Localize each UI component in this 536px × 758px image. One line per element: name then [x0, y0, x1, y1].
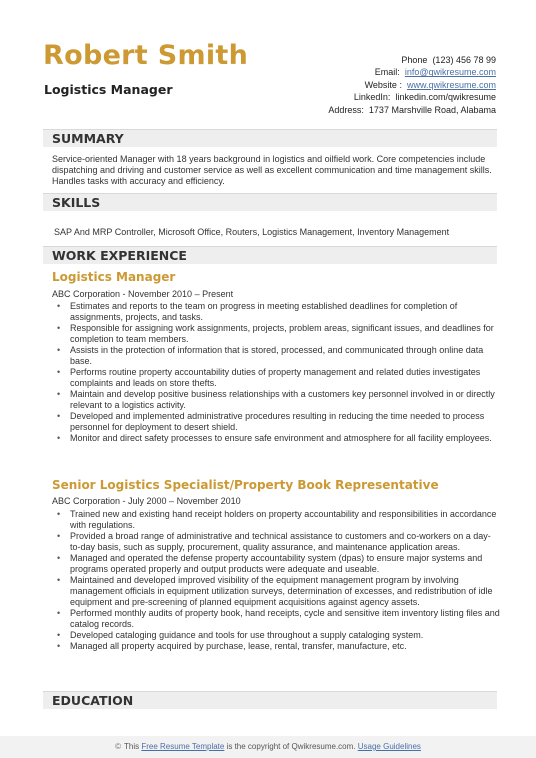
bullet-icon: •: [57, 389, 61, 399]
address-label: Address:: [328, 104, 364, 115]
job-bullet-list: [52, 301, 500, 444]
job-company-dates: ABC Corporation - November 2010 – Present: [52, 289, 234, 299]
contact-email-row: [328, 66, 496, 78]
list-item: • Assists in the protection of information that is stored, processed, and communicated through online data base.: [57, 345, 484, 366]
summary-text: Service-oriented Manager with 18 years background in logistics and oilfield work. Core competencies include dispatching and driving and customer service as well as excellent communication and time management skills. Handles tasks with accuracy and efficiency.: [52, 154, 492, 187]
contact-phone-row: [328, 54, 496, 66]
summary-heading: SUMMARY: [43, 129, 497, 147]
bullet-icon: •: [57, 641, 61, 651]
job-company-dates: ABC Corporation - July 2000 – November 2010: [52, 496, 241, 506]
list-item: • Developed and implemented administrative procedures resulting in reducing the time needed to process personnel for deployment to desert shield.: [57, 411, 485, 432]
usage-guidelines-link[interactable]: Usage Guidelines: [357, 742, 421, 751]
contact-address-row: [328, 104, 496, 116]
list-item: • Responsible for assigning work assignments, projects, problem areas, significant issues, and deadlines for completion to team members.: [57, 323, 494, 344]
bullet-icon: •: [57, 608, 61, 618]
footer-middle-text: is the copyright of Qwikresume.com.: [226, 742, 356, 751]
candidate-name: Robert Smith: [43, 40, 249, 71]
list-item: • Managed all property acquired by purchase, lease, rental, transfer, manufacture, etc.: [57, 641, 407, 651]
list-item: • Managed and operated the defense property accountability system (dpas) to ensure major systems and programs operated properly and output products were adequate and useable.: [57, 553, 483, 574]
list-item: • Performs routine property accountability duties of property management and related duties investigates complaints and leads on store thefts.: [57, 367, 481, 388]
contact-linkedin-row: [328, 91, 496, 103]
email-label: Email:: [374, 67, 400, 78]
bullet-icon: •: [57, 531, 61, 541]
footer: [0, 736, 536, 758]
job-bullet-list: [52, 509, 500, 652]
skills-text: SAP And MRP Controller, Microsoft Office, Routers, Logistics Management, Inventory Management: [54, 227, 450, 237]
contact-block: [328, 54, 496, 116]
list-item: • Provided a broad range of administrative and technical assistance to customers and co-workers on a day-to-day basis, such as supply, procurement, quality assurance, and maintenance application areas.: [57, 531, 491, 552]
free-resume-template-link[interactable]: Free Resume Template: [141, 742, 225, 751]
bullet-icon: •: [57, 433, 61, 443]
bullet-icon: •: [57, 301, 61, 311]
bullet-icon: •: [57, 367, 61, 377]
bullet-icon: •: [57, 411, 61, 421]
linkedin-value: linkedin.com/qwikresume: [395, 92, 496, 103]
email-link[interactable]: info@qwikresume.com: [404, 67, 496, 78]
work-experience-heading: WORK EXPERIENCE: [43, 246, 497, 264]
bullet-icon: •: [57, 553, 61, 563]
job-title: Senior Logistics Specialist/Property Book Representative: [52, 478, 439, 492]
list-item: • Monitor and direct safety processes to ensure safe environment and atmosphere for all facility employees.: [57, 433, 492, 443]
job-title: Logistics Manager: [52, 270, 176, 284]
bullet-icon: •: [57, 509, 61, 519]
website-link[interactable]: www.qwikresume.com: [406, 79, 496, 90]
website-label: Website :: [364, 79, 402, 90]
phone-value: (123) 456 78 99: [432, 55, 496, 65]
bullet-icon: •: [57, 575, 61, 585]
footer-prefix: This: [123, 742, 140, 751]
bullet-icon: •: [57, 323, 61, 333]
copyright-icon: ©: [115, 742, 121, 751]
list-item: • Maintained and developed improved visibility of the equipment management program by involving management officials in equipment utilization surveys, determination of excesses, and redistribution of idle equipment and pre-screening of planned equipment acquisitions against agency assets.: [57, 575, 493, 607]
bullet-icon: •: [57, 630, 61, 640]
list-item: • Performed monthly audits of property book, hand receipts, cycle and sensitive item inventory listing files and catalog records.: [57, 608, 500, 629]
contact-website-row: [328, 79, 496, 91]
skills-heading: SKILLS: [43, 193, 497, 211]
phone-label: Phone: [401, 55, 428, 65]
list-item: • Trained new and existing hand receipt holders on property accountability and responsibilities in accordance with regulations.: [57, 509, 497, 530]
list-item: • Estimates and reports to the team on progress in meeting established deadlines for completion of assignments, projects, and tasks.: [57, 301, 458, 322]
list-item: • Developed cataloging guidance and tools for use throughout a supply cataloging system.: [57, 630, 424, 640]
bullet-icon: •: [57, 345, 61, 355]
list-item: • Maintain and develop positive business relationships with a customers key personnel involved in or directly relevant to a logistics activity.: [57, 389, 495, 410]
linkedin-label: LinkedIn:: [353, 92, 391, 103]
address-value: 1737 Marshville Road, Alabama: [368, 104, 496, 115]
candidate-title: Logistics Manager: [44, 82, 173, 97]
education-heading: EDUCATION: [43, 691, 497, 709]
